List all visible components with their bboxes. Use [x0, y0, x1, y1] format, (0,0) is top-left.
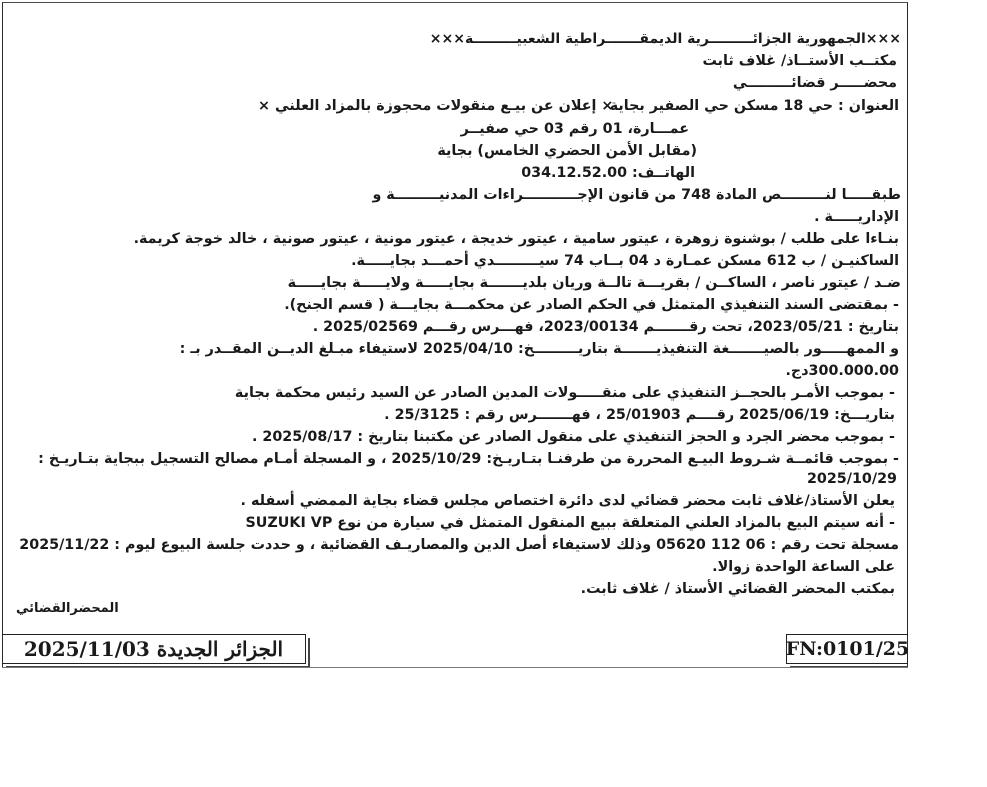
body-line-11: بتاريـــخ: 2025/06/19 رقــــم 25/01903 ، فهـــــــرس رقم : 25/3125 .	[384, 407, 895, 423]
body-line-10: - بموجب الأمـر بالحجــز التنفيذي على منقـــــولات المدين الصادر عن السيد رئيس محكمة بجاية	[234, 385, 895, 401]
newspaper-badge: الجزائر الجديدة 2025/11/03	[2, 634, 306, 664]
body-line-18: على الساعة الواحدة زوالا.	[712, 559, 895, 575]
body-line-7: بتاريخ : 2023/05/21، تحت رقـــــــم 2023/00134، فهـــرس رقـــم 2025/02569 .	[312, 319, 899, 335]
body-line-4: الساكنيـن / ب 612 مسكن عمـارة د 04 بــاب 74 سيـــــــــدي أحمـــد بجايـــــة.	[351, 253, 899, 269]
phone-line: الهاتــف: 034.12.52.00	[521, 165, 695, 181]
body-line-15: يعلن الأستاذ/غلاف ثابت محضر قضائي لدى دائرة اختصاص مجلس قضاء بجاية الممضي أسفله .	[240, 493, 895, 509]
signature-label: المحضرالقضائي	[16, 601, 119, 616]
body-line-9: 300.000.00دج.	[785, 363, 899, 379]
body-line-3: بنـاءا على طلب / بوشنوة زوهرة ، عيتور سامية ، عيتور خديجة ، عيتور مونية ، عيتور صونية ، خالد خوجة كريمة.	[133, 231, 899, 247]
body-line-1: طبقـــــا لنـــــــــص المادة 748 من قانون الإجـــــــــــراءات المدنيـــــــــة و	[372, 187, 901, 203]
body-line-12: - بموجب محضر الجرد و الحجز التنفيذي على منقول الصادر عن مكتبنا بتاريخ : 2025/08/17 .	[251, 429, 895, 445]
republic-header: ×××الجمهورية الجزائـــــــــرية الديمقـــــــراطية الشعبيـــــــــة×××	[429, 31, 901, 47]
body-line-6: - بمقتضى السند التنفيذي المتمثل في الحكم الصادر عن محكمـــة بجايـــة ( قسم الجنح).	[284, 297, 899, 313]
sale-title: × إعلان عن بيـع منقولات محجوزة بالمزاد العلني ×	[258, 98, 614, 114]
body-line-19: بمكتب المحضر القضائي الأستاذ / غلاف ثابت.	[580, 581, 895, 597]
body-line-16: - أنه سيتم البيع بالمزاد العلني المتعلقة ببيع المنقول المتمثل في سيارة من نوع SUZUKI VP	[245, 515, 895, 531]
body-line-13: - بموجب قائمــة شـروط البيـع المحررة من طرفنـا بتـاريـخ: 2025/10/29 ، و المسجلة أمـام مصالح التسجيل ببجاية بتـاريـخ :	[38, 451, 899, 467]
address-line: العنوان : حي 18 مسكن حي الصفير بجاية	[609, 98, 899, 114]
file-number-badge: FN:0101/25	[786, 634, 908, 664]
body-line-8: و الممهـــــور بالصيـــــــغة التنفيذيـــــــة بتاريـــــــــخ: 2025/04/10 لاستيفاء مبـلغ الديــن المقــدر بـ :	[179, 341, 899, 357]
bottom-rule	[2, 667, 908, 668]
landmark-line: (مقابل الأمن الحضري الخامس) بجاية	[437, 143, 697, 159]
footer	[2, 634, 908, 670]
office-line: مكتــب الأستــاذ/ غلاف ثابت	[702, 53, 897, 69]
body-line-17: مسجلة تحت رقم : 06 112 05620 وذلك لاستيفاء أصل الدين والمصاريـف القضائية ، و حددت جلسة البيوع ليوم : 2025/11/22	[19, 537, 899, 553]
building-line: عمـــارة، 01 رقم 03 حي صفيــر	[460, 121, 689, 137]
body-line-14: 2025/10/29	[806, 471, 897, 487]
body-line-2: الإداريـــــة .	[814, 209, 899, 225]
body-line-5: ضـد / عيتور ناصر ، الساكــن / بقريـــة تالــة وريان بلديـــــــة بجايـــــة ولايـــــة بجايـــــة	[287, 275, 901, 291]
officer-title: محضـــــر قضائـــــــــي	[732, 75, 897, 91]
